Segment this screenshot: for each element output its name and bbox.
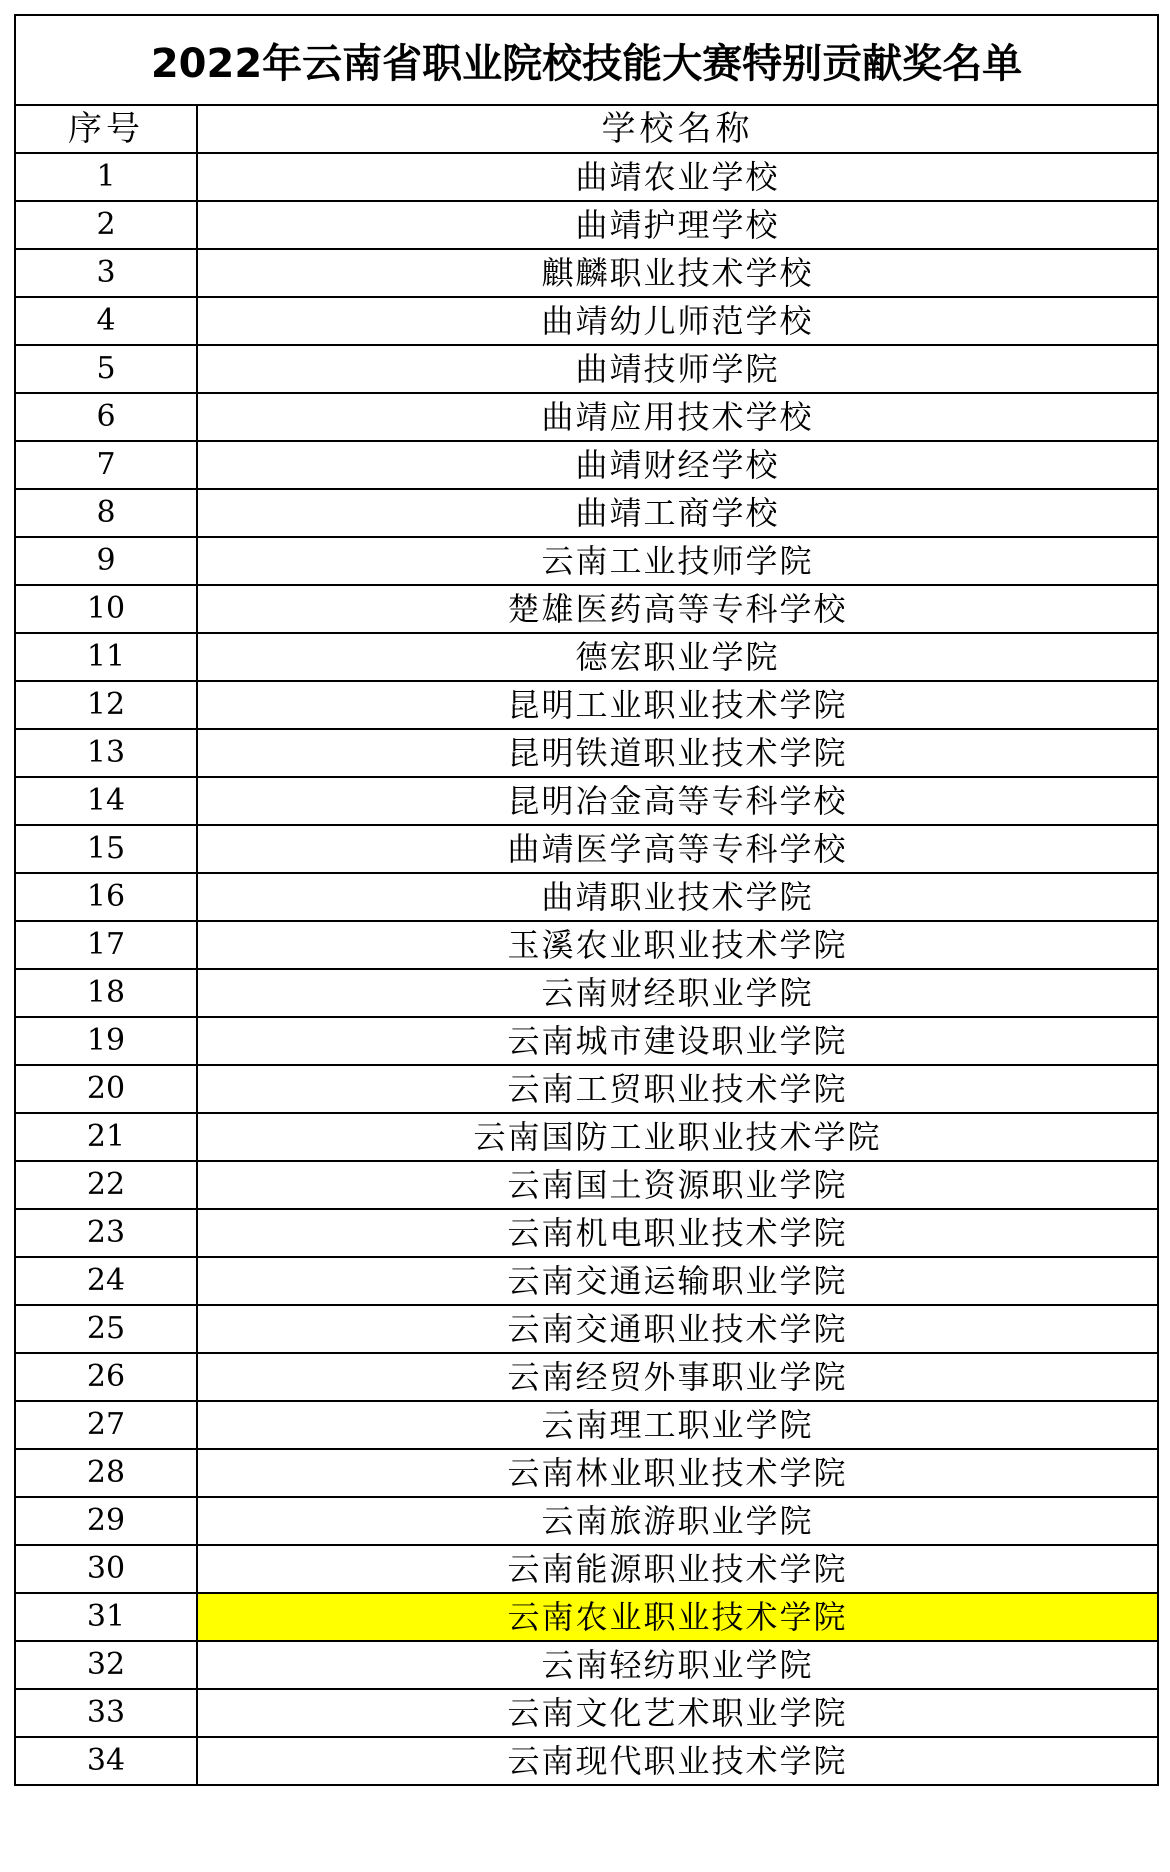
table-row xyxy=(15,1065,1158,1113)
table-row xyxy=(15,1113,1158,1161)
school-name-cell: 曲靖幼儿师范学校 xyxy=(197,297,1158,345)
school-name-cell: 云南交通职业技术学院 xyxy=(197,1305,1158,1353)
row-number-cell: 31 xyxy=(15,1593,197,1641)
school-name-cell: 云南理工职业学院 xyxy=(197,1401,1158,1449)
row-number-cell: 2 xyxy=(15,201,197,249)
school-name-cell: 云南财经职业学院 xyxy=(197,969,1158,1017)
row-number-cell: 23 xyxy=(15,1209,197,1257)
row-number-cell: 26 xyxy=(15,1353,197,1401)
row-number-cell: 4 xyxy=(15,297,197,345)
school-name-cell: 曲靖应用技术学校 xyxy=(197,393,1158,441)
table-row xyxy=(15,1497,1158,1545)
row-number-cell: 7 xyxy=(15,441,197,489)
table-row xyxy=(15,873,1158,921)
row-number-cell: 6 xyxy=(15,393,197,441)
school-name-cell: 云南城市建设职业学院 xyxy=(197,1017,1158,1065)
row-number-cell: 24 xyxy=(15,1257,197,1305)
table-row xyxy=(15,153,1158,201)
table-row xyxy=(15,777,1158,825)
school-name-cell: 曲靖财经学校 xyxy=(197,441,1158,489)
school-name-cell: 云南能源职业技术学院 xyxy=(197,1545,1158,1593)
school-name-cell: 云南机电职业技术学院 xyxy=(197,1209,1158,1257)
table-row xyxy=(15,1353,1158,1401)
table-row xyxy=(15,1641,1158,1689)
row-number-cell: 18 xyxy=(15,969,197,1017)
table-row xyxy=(15,393,1158,441)
row-number-cell: 17 xyxy=(15,921,197,969)
row-number-cell: 9 xyxy=(15,537,197,585)
award-list-sheet xyxy=(14,14,1159,1786)
table-row xyxy=(15,537,1158,585)
row-number-cell: 13 xyxy=(15,729,197,777)
table-row xyxy=(15,825,1158,873)
table-row xyxy=(15,585,1158,633)
row-number-cell: 32 xyxy=(15,1641,197,1689)
row-number-cell: 15 xyxy=(15,825,197,873)
row-number-cell: 12 xyxy=(15,681,197,729)
school-name-cell: 曲靖工商学校 xyxy=(197,489,1158,537)
table-header-row xyxy=(15,105,1158,153)
table-row xyxy=(15,1401,1158,1449)
row-number-cell: 19 xyxy=(15,1017,197,1065)
table-row xyxy=(15,969,1158,1017)
row-number-cell: 33 xyxy=(15,1689,197,1737)
table-row xyxy=(15,249,1158,297)
table-row xyxy=(15,1017,1158,1065)
row-number-cell: 34 xyxy=(15,1737,197,1785)
school-name-cell: 云南国土资源职业学院 xyxy=(197,1161,1158,1209)
school-name-cell: 云南旅游职业学院 xyxy=(197,1497,1158,1545)
row-number-cell: 3 xyxy=(15,249,197,297)
award-table xyxy=(14,104,1159,1786)
row-number-cell: 11 xyxy=(15,633,197,681)
school-name-cell: 曲靖医学高等专科学校 xyxy=(197,825,1158,873)
table-row xyxy=(15,633,1158,681)
table-row xyxy=(15,441,1158,489)
school-name-cell: 玉溪农业职业技术学院 xyxy=(197,921,1158,969)
table-row xyxy=(15,681,1158,729)
table-row xyxy=(15,1737,1158,1785)
school-name-cell: 曲靖技师学院 xyxy=(197,345,1158,393)
school-name-cell: 曲靖护理学校 xyxy=(197,201,1158,249)
table-row xyxy=(15,729,1158,777)
row-number-cell: 16 xyxy=(15,873,197,921)
row-number-cell: 27 xyxy=(15,1401,197,1449)
table-row xyxy=(15,345,1158,393)
table-row xyxy=(15,1305,1158,1353)
table-row xyxy=(15,489,1158,537)
school-name-cell: 昆明冶金高等专科学校 xyxy=(197,777,1158,825)
table-row xyxy=(15,1257,1158,1305)
school-name-cell: 云南林业职业技术学院 xyxy=(197,1449,1158,1497)
school-name-cell: 云南国防工业职业技术学院 xyxy=(197,1113,1158,1161)
row-number-cell: 10 xyxy=(15,585,197,633)
table-body xyxy=(15,105,1158,1785)
school-name-cell: 昆明铁道职业技术学院 xyxy=(197,729,1158,777)
school-name-cell: 麒麟职业技术学校 xyxy=(197,249,1158,297)
table-row xyxy=(15,921,1158,969)
column-header-number: 序号 xyxy=(15,105,197,153)
school-name-cell: 云南工贸职业技术学院 xyxy=(197,1065,1158,1113)
school-name-cell: 云南经贸外事职业学院 xyxy=(197,1353,1158,1401)
school-name-cell: 云南现代职业技术学院 xyxy=(197,1737,1158,1785)
row-number-cell: 20 xyxy=(15,1065,197,1113)
school-name-cell: 云南文化艺术职业学院 xyxy=(197,1689,1158,1737)
row-number-cell: 29 xyxy=(15,1497,197,1545)
document-title: 2022年云南省职业院校技能大赛特别贡献奖名单 xyxy=(14,14,1159,104)
school-name-cell: 云南轻纺职业学院 xyxy=(197,1641,1158,1689)
column-header-school-name: 学校名称 xyxy=(197,105,1158,153)
table-row xyxy=(15,1161,1158,1209)
row-number-cell: 8 xyxy=(15,489,197,537)
table-row xyxy=(15,297,1158,345)
row-number-cell: 25 xyxy=(15,1305,197,1353)
table-row xyxy=(15,1449,1158,1497)
row-number-cell: 28 xyxy=(15,1449,197,1497)
school-name-cell: 德宏职业学院 xyxy=(197,633,1158,681)
school-name-cell-highlighted: 云南农业职业技术学院 xyxy=(197,1593,1158,1641)
school-name-cell: 云南工业技师学院 xyxy=(197,537,1158,585)
table-row xyxy=(15,1545,1158,1593)
row-number-cell: 5 xyxy=(15,345,197,393)
school-name-cell: 昆明工业职业技术学院 xyxy=(197,681,1158,729)
table-row xyxy=(15,201,1158,249)
school-name-cell: 曲靖职业技术学院 xyxy=(197,873,1158,921)
table-row xyxy=(15,1593,1158,1641)
table-row xyxy=(15,1689,1158,1737)
row-number-cell: 1 xyxy=(15,153,197,201)
row-number-cell: 22 xyxy=(15,1161,197,1209)
row-number-cell: 21 xyxy=(15,1113,197,1161)
row-number-cell: 30 xyxy=(15,1545,197,1593)
row-number-cell: 14 xyxy=(15,777,197,825)
school-name-cell: 曲靖农业学校 xyxy=(197,153,1158,201)
table-row xyxy=(15,1209,1158,1257)
school-name-cell: 云南交通运输职业学院 xyxy=(197,1257,1158,1305)
school-name-cell: 楚雄医药高等专科学校 xyxy=(197,585,1158,633)
